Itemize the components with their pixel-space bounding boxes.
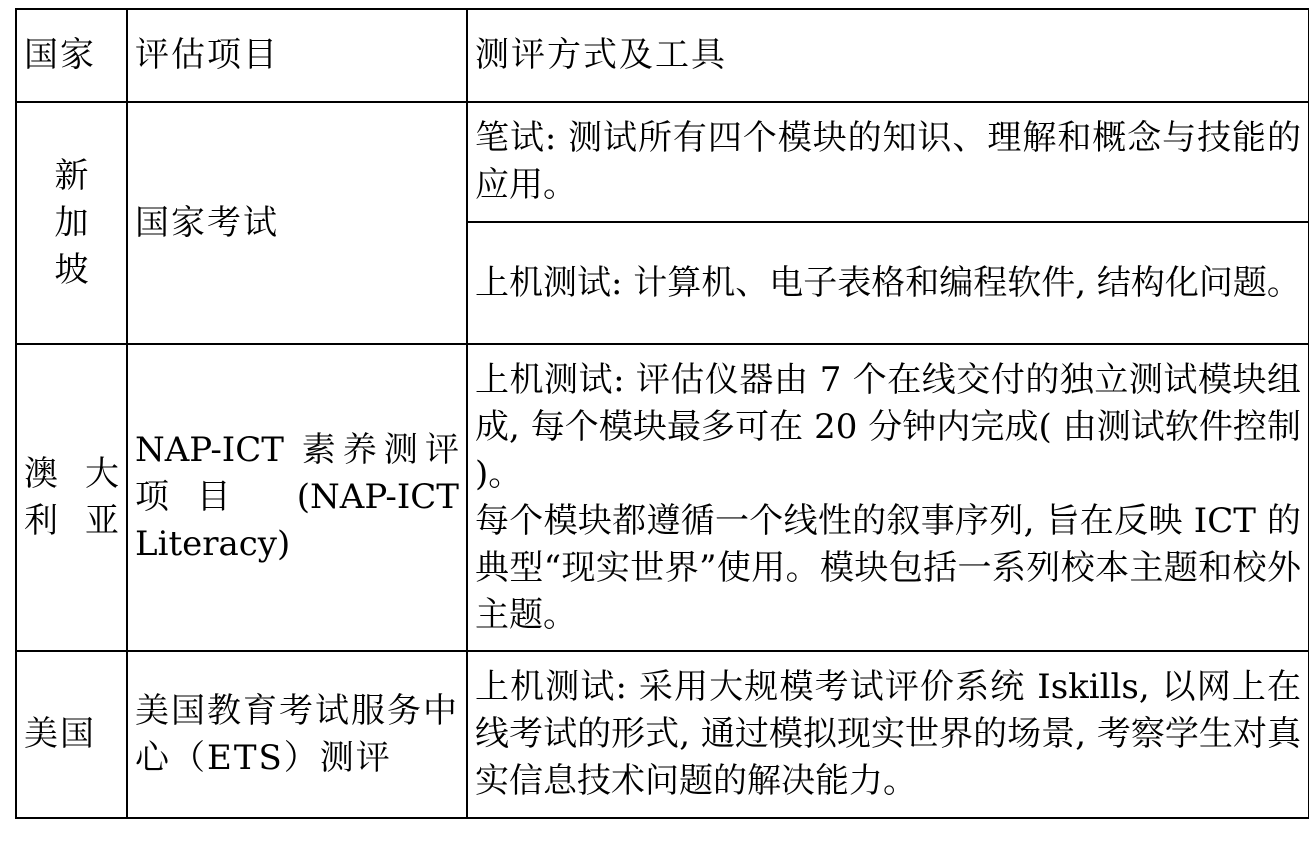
country-char: 加 [54, 202, 89, 243]
cell-country-usa: 美国 [16, 651, 127, 818]
assessment-table [15, 8, 1309, 819]
cell-project-usa: 美国教育考试服务中心（ETS）测评 [127, 651, 467, 818]
cell-country-australia: 澳大利亚 [16, 344, 127, 651]
cell-project-australia: NAP-ICT 素养测评项目 (NAP-ICT Literacy) [127, 344, 467, 651]
country-char: 新 [54, 155, 89, 196]
table-header-row [16, 9, 1309, 102]
cell-country-singapore [16, 102, 127, 344]
header-country: 国家 [16, 9, 127, 102]
cell-method-australia [467, 344, 1309, 651]
cell-method-usa: 上机测试: 采用大规模考试评价系统 Iskills, 以网上在线考试的形式, 通过模拟现实世界的场景, 考察学生对真实信息技术问题的解决能力。 [467, 651, 1309, 818]
table-row-singapore-1 [16, 102, 1309, 222]
table-row-usa [16, 651, 1309, 818]
cell-method-singapore-written: 笔试: 测试所有四个模块的知识、理解和概念与技能的应用。 [467, 102, 1309, 222]
cell-project-singapore: 国家考试 [127, 102, 467, 344]
cell-method-singapore-computer: 上机测试: 计算机、电子表格和编程软件, 结构化问题。 [467, 222, 1309, 344]
country-char: 坡 [54, 249, 89, 290]
header-project: 评估项目 [127, 9, 467, 102]
method-paragraph: 上机测试: 评估仪器由 7 个在线交付的独立测试模块组成, 每个模块最多可在 20 分钟内完成( 由测试软件控制 )。 [475, 359, 1301, 494]
method-paragraph: 每个模块都遵循一个线性的叙事序列, 旨在反映 ICT 的典型“现实世界”使用。模块包括一系列校本主题和校外主题。 [475, 500, 1301, 635]
header-method: 测评方式及工具 [467, 9, 1309, 102]
table-row-australia [16, 344, 1309, 651]
